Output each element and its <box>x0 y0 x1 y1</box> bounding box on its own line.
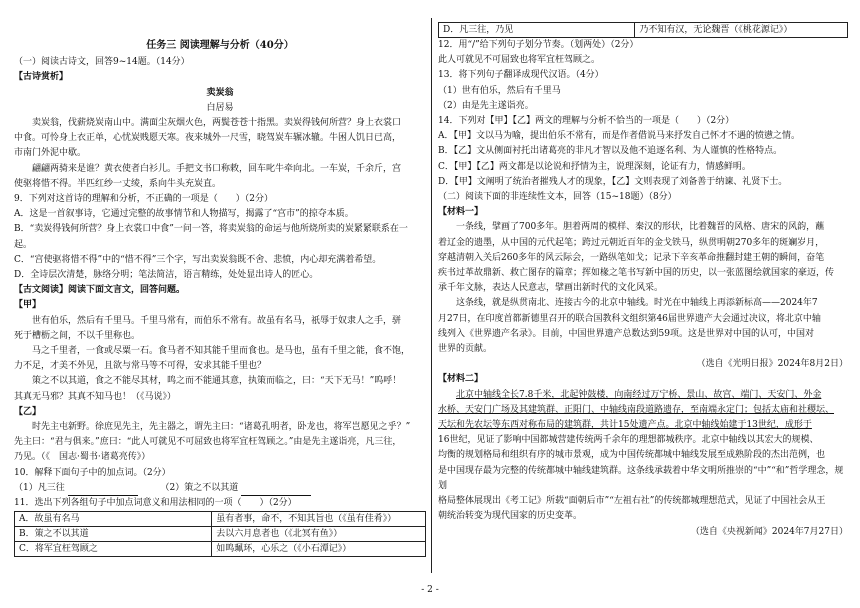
q13-item: （1）世有伯乐，然后有千里马 <box>438 85 561 96</box>
q14-option: D．【甲】文阐明了统治者摧残人才的现象，【乙】文则表现了刘备善于纳谏、礼贤下士。 <box>438 176 788 187</box>
classical-header: 【古文阅读】阅读下面文言文，回答问题。 <box>14 285 186 296</box>
material1-line: 一条线，擘画了700多年。胆着两周的模样、秦汉的形状，比着魏晋的风格、唐宋的风韵，蘸 <box>456 222 825 233</box>
jia-line: 马之千里者，一食或尽粟一石。食马者不知其能千里而食也。是马也，虽有千里之能，食不饱， <box>32 346 411 357</box>
material2-line: 16世纪，见证了影响中国都城营建传统两千余年的理想都城秩序。北京中轴线以其宏大的规模、 <box>438 435 819 446</box>
table-cell: 去以六月息者也（《北冥有鱼》） <box>212 527 426 542</box>
q9-option: C．“宫使驱将惜不得”中的“惜不得”三个字，写出卖炭翁既不舍、悲愤，内心却充满着希望。 <box>14 254 382 265</box>
q10-item-2: （2）策之不以其道 <box>160 482 239 493</box>
material1-label: 【材料一】 <box>438 207 484 218</box>
answer-blank[interactable] <box>68 485 138 496</box>
poem-header: 【古诗赏析】 <box>14 72 69 83</box>
material2-source: （选自《央视新闻》2024年7月27日） <box>690 526 848 537</box>
material1-line: 穿越清朝入关后260多年的风云际会，一路纵笔如戈；记录下辛亥革命推翻封建王朝的瞬间，奋笔 <box>438 252 825 263</box>
left-column <box>14 38 426 557</box>
part1-intro: （一）阅读古诗文，回答9~14题。（14分） <box>14 57 190 68</box>
question-14: 14．下列对【甲】【乙】两文的理解与分析不恰当的一项是（ ）（2分） <box>438 116 735 127</box>
material2-line: 是中国现存最为完整的传统都城中轴线建筑群。这条线承载着中华文明所推崇的“中”“和”哲学理念，规划 <box>438 465 844 491</box>
material1-line: 着辽金的遗墨，从中国的元代起笔；跨过元朝近百年的金戈铁马，纵贯明朝270多年的斑斓岁月， <box>438 237 825 248</box>
table-cell: 如鸣珮环，心乐之（《小石潭记》） <box>212 542 426 557</box>
material2-line: 朝统治转变为现代国家的历史变革。 <box>438 511 583 522</box>
question-10: 10．解释下面句子中的加点词。（2分） <box>14 467 171 478</box>
poem-line: 翩翩两骑来是谁？黄衣使者白衫儿。手把文书口称敕，回车叱牛牵向北。一车炭，千余斤，宫 <box>32 163 402 174</box>
poem-line: 中食。可怜身上衣正单，心忧炭贱愿天寒。夜来城外一尺雪，晓驾炭车辗冰辙。牛困人饥日已高， <box>14 133 402 144</box>
yi-label: 【乙】 <box>14 406 42 417</box>
q14-option: B．【乙】文从侧面衬托出诸葛亮的非凡才智以及他不追逐名利、为人谨慎的性格特点。 <box>438 146 783 157</box>
jia-line: 死于槽枥之间，不以千里称也。 <box>14 330 141 341</box>
q10-item-1: （1）凡三往 <box>14 482 65 493</box>
table-cell: D．凡三往，乃见 <box>439 23 635 38</box>
yi-line: 时先主屯新野。徐庶见先主，先主器之，谓先主曰：“诸葛孔明者，卧龙也，将军岂愿见之乎？” <box>32 422 411 433</box>
section-title: 任务三 阅读理解与分析（40分） <box>146 40 294 51</box>
q10-items <box>14 481 426 496</box>
poem-line: 使驱将惜不得。半匹红纱一丈绫，系向牛头充炭直。 <box>14 178 222 189</box>
jia-line: 力不足，才美不外见，且欲与常马等不可得，安求其能千里也？ <box>14 361 267 372</box>
table-cell: A．故虽有名马 <box>15 512 212 527</box>
material1-line: 线列入《世界遗产名录》。目前，中国世界遗产总数达到59项。这是世界对中国的认可，中国对 <box>438 328 814 339</box>
jia-line: 其真无马邪？其真不知马也！（《马说》） <box>14 391 177 402</box>
table-row <box>15 527 426 542</box>
q9-option: 起。 <box>14 239 33 250</box>
jia-line: 世有伯乐，然后有千里马。千里马常有，而伯乐不常有。故虽有名马，祇辱于奴隶人之手，骈 <box>32 315 402 326</box>
question-9: 9．下列对这首诗的理解和分析，不正确的一项是（ ）（2分） <box>14 194 273 205</box>
material1-line: 承千年文脉，表达人民意志，擘画出新时代的文化风采。 <box>438 283 664 294</box>
right-column <box>438 22 848 540</box>
jia-line: 策之不以其道，食之不能尽其材，鸣之而不能通其意，执策而临之，曰：“天下无马！”呜呼！ <box>32 376 402 387</box>
material2-line: 北京中轴线全长7.8千米，北起钟鼓楼，向南经过万宁桥、景山、故宫、端门、天安门、外金 <box>456 389 822 400</box>
q13-item: （2）由是先主遂诣亮。 <box>438 100 534 111</box>
yi-line: 先主曰：“君与俱来。”庶曰：“此人可就见不可屈致也将军宜枉驾顾之。”由是先主遂诣亮，凡三往， <box>14 437 402 448</box>
material1-line: 疾书过革故鼎新、救亡图存的篇章；挥如椽之笔书写新中国的历史，以一张蓝图绘就国家的豪迈，传 <box>438 268 835 279</box>
material1-line: 月27日，在印度首都新德里召开的联合国教科文组织第46届世界遗产大会通过决议，将北京中轴 <box>438 313 821 324</box>
question-12: 12．用“/”给下列句子划分节奏。（划两处）（2分） <box>438 40 639 50</box>
q14-option: A．【甲】文以马为喻，提出伯乐不常有，而是作者借说马来抒发自己怀才不遇的愤懑之情。 <box>438 131 801 142</box>
column-divider <box>431 18 432 573</box>
q9-option: D．全诗层次清楚，脉络分明；笔法简洁，语言精练，处处显出诗人的匠心。 <box>14 270 319 281</box>
material2-line: 水桥、天安门广场及其建筑群、正阳门、中轴线南段道路遗存，至南端永定门；包括太庙和社稷坛、 <box>438 404 835 415</box>
material2-line: 均衡的规划格局和组织有序的城市景观，成为中国传统都城中轴线发展至成熟阶段的杰出范例，也 <box>438 450 826 461</box>
table-cell: B．策之不以其道 <box>15 527 212 542</box>
answer-blank[interactable] <box>241 485 311 496</box>
table-row <box>439 23 848 38</box>
material1-source: （选自《光明日报》2024年8月2日） <box>696 359 848 370</box>
question-13: 13．将下列句子翻译成现代汉语。（4分） <box>438 70 604 81</box>
table-cell: C．将军宜枉驾顾之 <box>15 542 212 557</box>
q11-table <box>14 511 426 557</box>
q9-option: B．“卖炭得钱何所营？身上衣裳口中食”一问一答，将卖炭翁的命运与他所烧所卖的炭紧紧联系在一 <box>14 224 408 235</box>
poem-title: 卖炭翁 <box>206 87 234 98</box>
yi-line: 乃见。（《 国志·蜀书·诸葛亮传》） <box>14 452 151 463</box>
table-cell: 虽有者事，命不，不知其旨也（《虽有佳肴》） <box>212 512 426 527</box>
q14-option: C．【甲】【乙】两文都是以论说和抒情为主，说理深刻，论证有力，情感鲜明。 <box>438 161 751 172</box>
poem-line: 卖炭翁，伐薪烧炭南山中。满面尘灰烟火色，两鬓苍苍十指黑。卖炭得钱何所营？身上衣裳口 <box>32 118 402 129</box>
material2-label: 【材料二】 <box>438 374 484 385</box>
q11-table-continued <box>438 22 848 38</box>
page-number: - 2 - <box>421 585 439 595</box>
table-row <box>15 512 426 527</box>
part2-intro: （二）阅读下面的非连续性文本，回答（15~18题）（8分） <box>438 192 677 203</box>
material1-line: 世界的贡献。 <box>438 344 493 355</box>
poem-line: 市南门外泥中歇。 <box>14 148 87 159</box>
material2-line: 格局整体展现出《考工记》所载“面朝后市”“左祖右社”的传统都城理想范式，见证了中国社会从王 <box>438 496 826 507</box>
q12-sentence: 此人可就见不可屈致也将军宜枉驾顾之。 <box>438 55 601 66</box>
table-row <box>15 542 426 557</box>
poem-author: 白居易 <box>206 102 234 113</box>
table-cell: 乃不知有汉，无论魏晋（《桃花源记》） <box>635 23 848 38</box>
jia-label: 【甲】 <box>14 300 42 311</box>
material1-line: 这条线，就是纵贯南北、连接古今的北京中轴线。时光在中轴线上再添新标高——2024年7 <box>456 298 818 309</box>
q9-option: A．这是一首叙事诗，它通过完整的故事情节和人物描写，揭露了“宫市”的掠夺本质。 <box>14 209 354 220</box>
material2-line: 天坛和先农坛等东西对称布局的建筑群，共计15处遗产点。北京中轴线始建于13世纪，成形于 <box>438 420 812 431</box>
question-11: 11．选出下列各组句子中加点词意义和用法相同的一项（ ）（2分） <box>14 498 297 509</box>
